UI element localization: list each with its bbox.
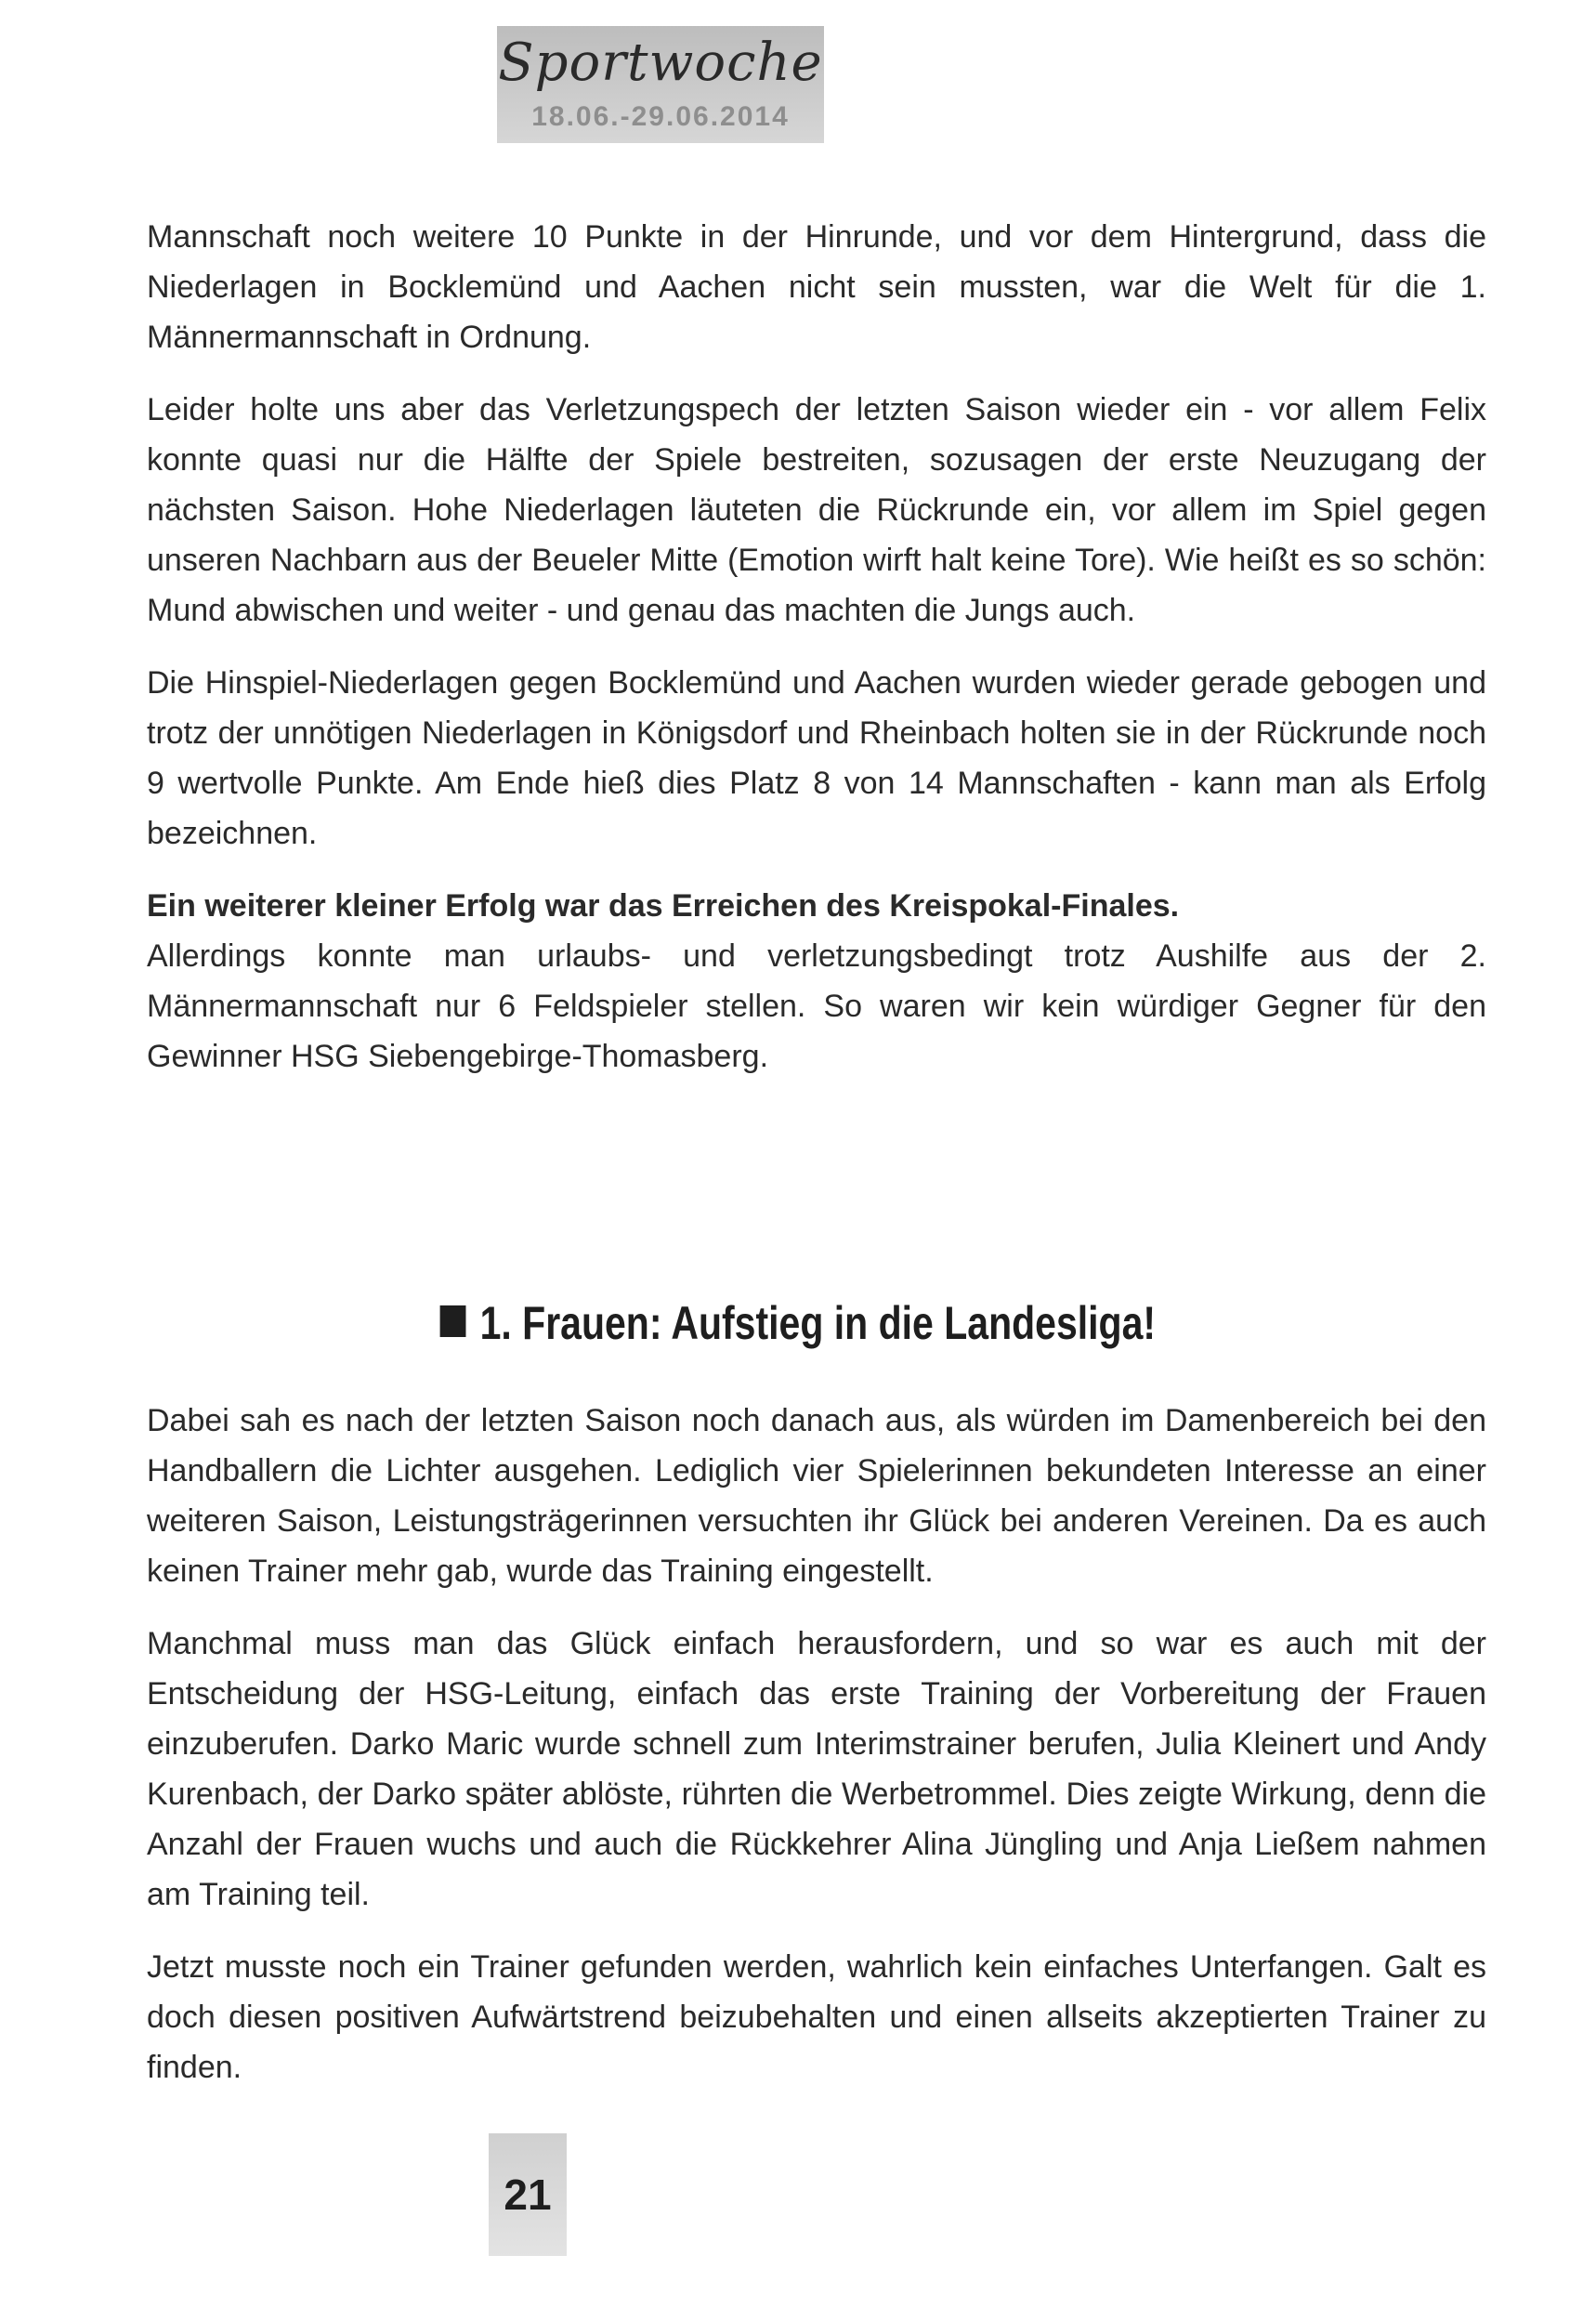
article-body-bottom	[147, 1396, 1486, 2092]
highlight-text: Allerdings konnte man urlaubs- und verletzungsbedingt trotz Aushilfe aus der 2. Männermannschaft nur 6 Feldspieler stellen. So waren wir kein würdiger Gegner für den Gewinner HSG Siebengebirge-Thomasberg.	[147, 938, 1486, 1074]
highlight-bold-line: Ein weiterer kleiner Erfolg war das Erreichen des Kreispokal-Finales.	[147, 888, 1180, 924]
page-number: 21	[489, 2133, 567, 2256]
section-heading-text: 1. Frauen: Aufstieg in die Landesliga!	[479, 1297, 1157, 1349]
masthead-date: 18.06.-29.06.2014	[531, 101, 790, 132]
paragraph: Jetzt musste noch ein Trainer gefunden werden, wahrlich kein einfaches Unterfangen. Galt es doch diesen positiven Aufwärtstrend beizubehalten und einen allseits akzeptierten Trainer zu finden.	[147, 1949, 1486, 2085]
square-bullet-icon	[440, 1305, 466, 1337]
masthead-title: Sportwoche	[498, 33, 823, 93]
highlight-paragraph	[147, 881, 1486, 1082]
article-body-top	[147, 212, 1486, 1082]
paragraph: Leider holte uns aber das Verletzungspech der letzten Saison wieder ein - vor allem Felix konnte quasi nur die Hälfte der Spiele bestreiten, sozusagen der erste Neuzugang der nächsten Saison. Hohe Niederlagen läuteten die Rückrunde ein, vor allem im Spiel gegen unseren Nachbarn aus der Beueler Mitte (Emotion wirft halt keine Tore). Wie heißt es so schön: Mund abwischen und weiter - und genau das machten die Jungs auch.	[147, 392, 1486, 628]
section-heading	[144, 1293, 1453, 1353]
paragraph: Die Hinspiel-Niederlagen gegen Bocklemünd und Aachen wurden wieder gerade gebogen und trotz der unnötigen Niederlagen in Königsdorf und Rheinbach holten sie in der Rückrunde noch 9 wertvolle Punkte. Am Ende hieß dies Platz 8 von 14 Mannschaften - kann man als Erfolg bezeichnen.	[147, 665, 1486, 851]
masthead	[497, 26, 824, 143]
paragraph: Mannschaft noch weitere 10 Punkte in der Hinrunde, und vor dem Hintergrund, dass die Niederlagen in Bocklemünd und Aachen nicht sein mussten, war die Welt für die 1. Männermannschaft in Ordnung.	[147, 219, 1486, 355]
paragraph: Manchmal muss man das Glück einfach herausfordern, und so war es auch mit der Entscheidung der HSG-Leitung, einfach das erste Training der Vorbereitung der Frauen einzuberufen. Darko Maric wurde schnell zum Interimstrainer berufen, Julia Kleinert und Andy Kurenbach, der Darko später ablöste, rührten die Werbetrommel. Dies zeigte Wirkung, denn die Anzahl der Frauen wuchs und auch die Rückkehrer Alina Jüngling und Anja Ließem nahmen am Training teil.	[147, 1626, 1486, 1912]
paragraph: Dabei sah es nach der letzten Saison noch danach aus, als würden im Damenbereich bei den Handballern die Lichter ausgehen. Lediglich vier Spielerinnen bekundeten Interesse an einer weiteren Saison, Leistungsträgerinnen versuchten ihr Glück bei anderen Vereinen. Da es auch keinen Trainer mehr gab, wurde das Training eingestellt.	[147, 1403, 1486, 1589]
